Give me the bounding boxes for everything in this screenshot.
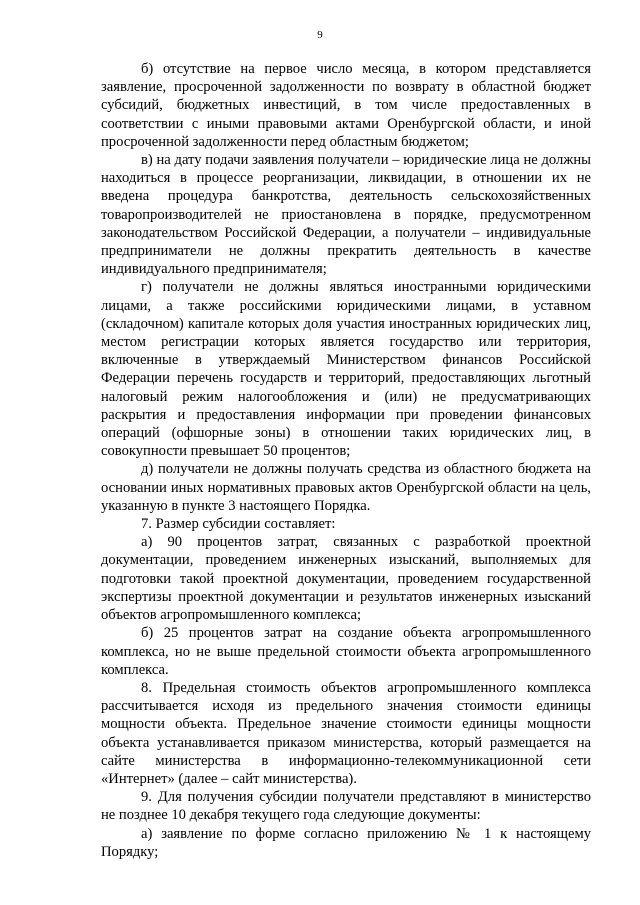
paragraph-7b-construction-costs: б) 25 процентов затрат на создание объекта агропромышленного комплекса, но не выше предельной стоимости объекта агропромышленного комплекса. [101,625,591,678]
paragraph-v-no-reorganization: в) на дату подачи заявления получатели – юридические лица не должны находиться в процессе реорганизации, ликвидации, в отношении их не введена процедура банкротства, деятельность сельскохозяйственных товаропроизводителей не приостановлена в порядке, предусмотренном законодательством Российской Федерации, а получатели – индивидуальные предприниматели не должны прекратить деятельность в качестве индивидуального предпринимателя; [101,152,591,278]
paragraph-7-subsidy-size: 7. Размер субсидии составляет: [141,516,336,533]
paragraph-d-no-other-funding: д) получатели не должны получать средства из областного бюджета на основании иных нормативных правовых актов Оренбургской области на цель, указанную в пункте 3 настоящего Порядка. [101,461,591,514]
paragraph-b-no-debt: б) отсутствие на первое число месяца, в котором представляется заявление, просроченной задолженности по возврату в областной бюджет субсидий, бюджетных инвестиций, в том числе предоставленных в соответствии с иными правовыми актами Оренбургской области, и иной просроченной задолженности перед областным бюджетом; [101,61,591,150]
paragraph-7a-design-costs: а) 90 процентов затрат, связанных с разработкой проектной документации, проведением инженерных изысканий, выполняемых для подготовки такой проектной документации, проведением государственной экспертизы проектной документации и результатов инженерных изысканий объектов агропромышленного комплекса; [101,534,591,624]
paragraph-8-limit-cost: 8. Предельная стоимость объектов агропромышленного комплекса рассчитывается исходя из предельного значения стоимости единицы мощности объекта. Предельное значение стоимости единицы мощности объекта устанавливается приказом министерства, который размещается на сайте министерства в информационно-телекоммуникационной сети «Интернет» (далее – сайт министерства). [101,679,591,787]
paragraph-9a-application: а) заявление по форме согласно приложению № 1 к настоящему Порядку; [101,825,591,860]
document-body [101,60,591,861]
page-number: 9 [317,29,323,41]
paragraph-9-documents: 9. Для получения субсидии получатели представляют в министерство не позднее 10 декабря текущего года следующие документы: [101,789,591,824]
paragraph-g-no-foreign-entities: г) получатели не должны являться иностранными юридическими лицами, а также российскими юридическими лицами, в уставном (складочном) капитале которых доля участия иностранных юридических лиц, местом регистрации которых является государство или территория, включенные в утверждаемый Министерством финансов Российской Федерации перечень государств и территорий, предоставляющих льготный налоговый режим налогообложения и (или) не предусматривающих раскрытия и предоставления информации при проведении финансовых операций (офшорные зоны) в отношении таких юридических лиц, в совокупности превышает 50 процентов; [101,279,591,460]
